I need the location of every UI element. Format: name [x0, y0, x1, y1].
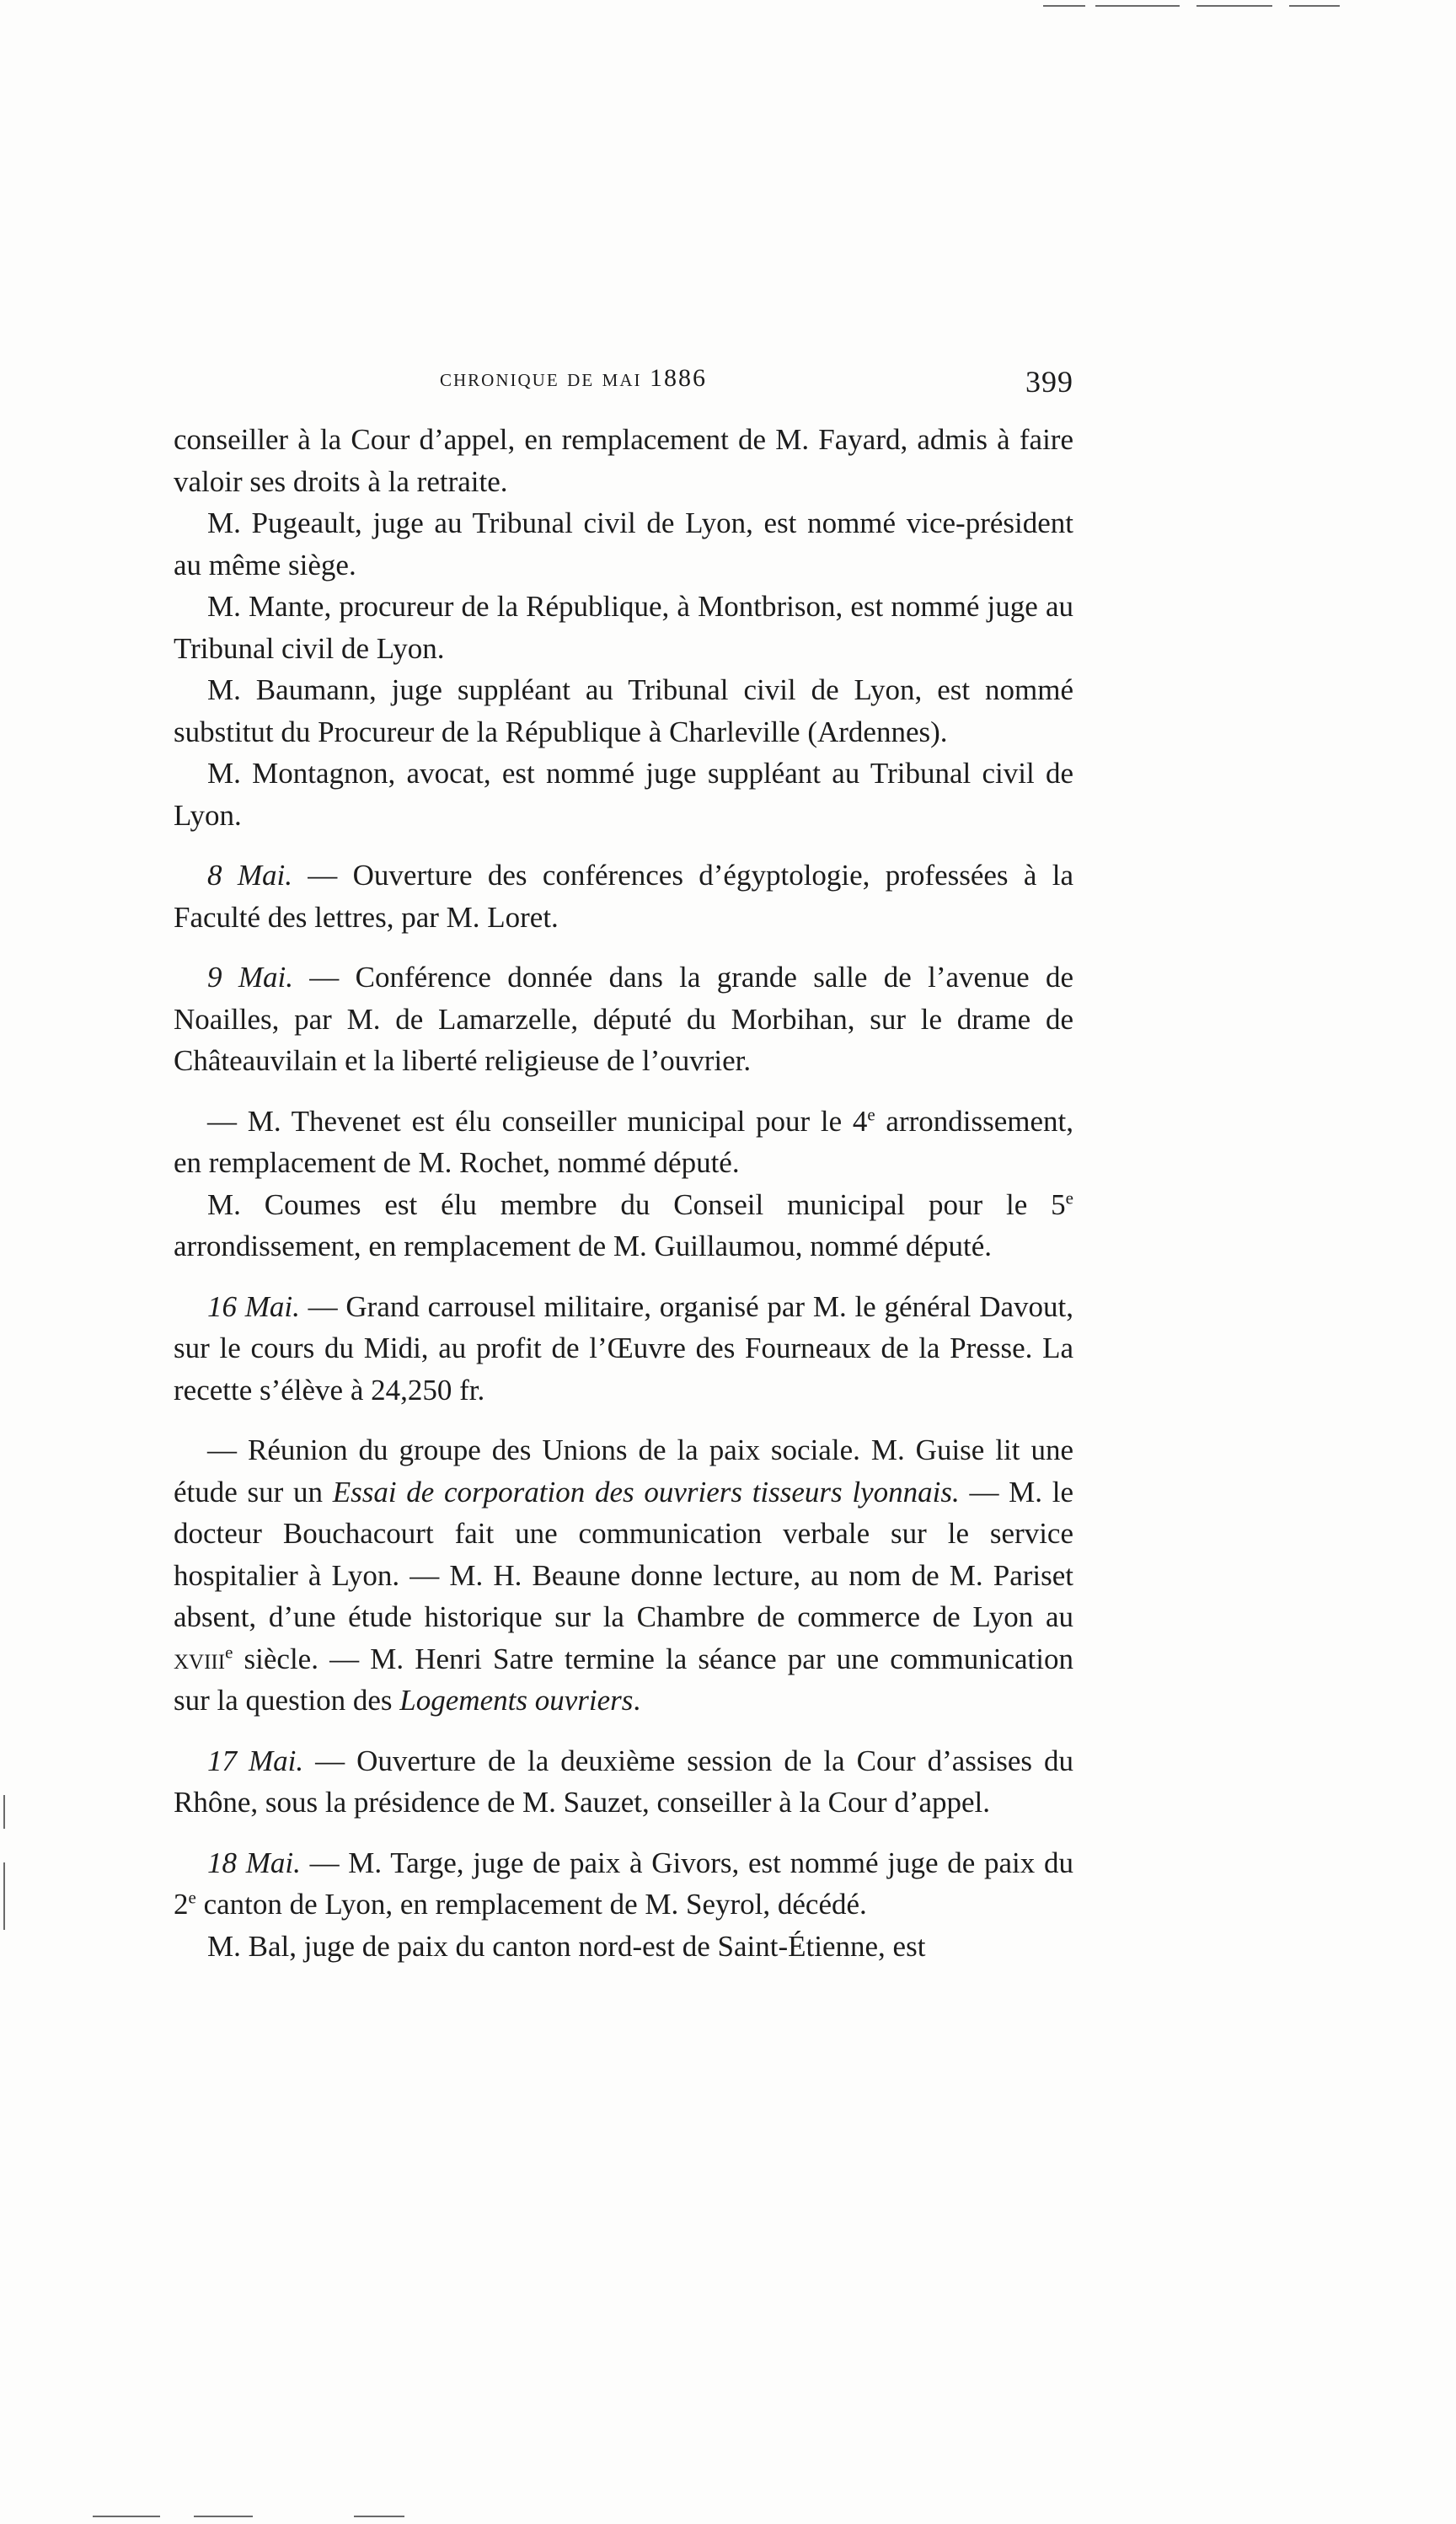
- paragraph: [174, 753, 1073, 836]
- entry-date: 9 Mai.: [207, 961, 293, 994]
- dated-entry: [174, 957, 1073, 1082]
- paragraph-text: M. Baumann, juge suppléant au Tribunal civil de Lyon, est nommé substitut du Procureur de la République à Charleville (Ardennes).: [174, 673, 1073, 748]
- scan-edge-mark: [1289, 5, 1340, 7]
- scan-edge-mark: [354, 2516, 404, 2517]
- ordinal-suffix: e: [225, 1641, 233, 1662]
- entry-text: — Ouverture de la deuxième session de la Cour d’assises du Rhône, sous la présidence de M. Sauzet, conseiller à la Cour d’appel.: [174, 1744, 1073, 1819]
- work-title: Essai de corporation des ouvriers tisseurs lyonnais.: [332, 1475, 960, 1509]
- scan-edge-mark: [1095, 5, 1180, 7]
- paragraph-text: M. Coumes est élu membre du Conseil municipal pour le 5: [207, 1187, 1066, 1221]
- paragraph-text: — Réunion du groupe des Unions de la paix sociale. M. Guise lit une étude sur un: [174, 1433, 1073, 1509]
- running-head: [174, 364, 1073, 411]
- paragraph-text: — M. Thevenet est élu conseiller municipal pour le 4: [207, 1104, 868, 1138]
- paragraph: [174, 502, 1073, 586]
- body-text: [174, 419, 1073, 1967]
- scan-edge-mark: [3, 1795, 5, 1829]
- scan-edge-mark: [3, 1862, 5, 1930]
- paragraph-text: M. Bal, juge de paix du canton nord-est de Saint-Étienne, est: [207, 1929, 926, 1963]
- paragraph: [174, 669, 1073, 753]
- entry-date: 17 Mai.: [207, 1744, 304, 1777]
- paragraph-text: siècle. — M. Henri Satre termine la séance par une communication sur la question des: [174, 1642, 1073, 1717]
- paragraph-text: M. Pugeault, juge au Tribunal civil de Lyon, est nommé vice-président au même siège.: [174, 506, 1073, 581]
- century-numeral: xviii: [174, 1642, 226, 1675]
- paragraph-text: conseiller à la Cour d’appel, en remplacement de M. Fayard, admis à faire valoir ses droits à la retraite.: [174, 423, 1073, 498]
- entry-date: 8 Mai.: [207, 859, 292, 892]
- paragraph: [174, 586, 1073, 669]
- entry-text: — Ouverture des conférences d’égyptologie, professées à la Faculté des lettres, par M. Loret.: [174, 859, 1073, 934]
- paragraph-text: — M. le docteur Bouchacourt fait une communication verbale sur le service hospitalier à Lyon. — M. H. Beaune donne lecture, au nom de M. Pariset absent, d’une étude historique sur la Chambre de commerce de Lyon au: [174, 1475, 1074, 1633]
- ordinal-suffix: e: [867, 1103, 875, 1124]
- entry-text: — Conférence donnée dans la grande salle de l’avenue de Noailles, par M. de Lamarzelle, député du Morbihan, sur le drame de Châteauvilain et la liberté religieuse de l’ouvrier.: [174, 961, 1073, 1077]
- paragraph: [174, 1184, 1073, 1267]
- running-title: chronique de mai 1886: [440, 364, 707, 392]
- dated-entry: [174, 855, 1073, 938]
- paragraph-text: M. Montagnon, avocat, est nommé juge suppléant au Tribunal civil de Lyon.: [174, 757, 1073, 832]
- work-title: Logements ouvriers: [399, 1684, 634, 1717]
- paragraph: [174, 1429, 1073, 1722]
- scan-edge-mark: [93, 2516, 160, 2517]
- paragraph: [174, 1926, 1073, 1968]
- scan-edge-mark: [194, 2516, 253, 2517]
- scan-edge-mark: [1043, 5, 1085, 7]
- ordinal-suffix: e: [1065, 1187, 1073, 1208]
- ordinal-suffix: e: [188, 1887, 196, 1908]
- dated-entry: [174, 1740, 1073, 1824]
- entry-date: 16 Mai.: [207, 1289, 300, 1323]
- paragraph: [174, 1101, 1073, 1184]
- entry-text: canton de Lyon, en remplacement de M. Seyrol, décédé.: [195, 1888, 867, 1921]
- paragraph: [174, 419, 1073, 502]
- scan-edge-mark: [1196, 5, 1272, 7]
- dated-entry: [174, 1286, 1073, 1412]
- paragraph-text: .: [633, 1684, 641, 1717]
- page-number: 399: [1025, 365, 1073, 399]
- paragraph-text: arrondissement, en remplacement de M. Guillaumou, nommé député.: [174, 1230, 992, 1262]
- entry-text: — M. Targe, juge de paix à Givors, est nommé juge de paix du 2: [174, 1846, 1073, 1921]
- paragraph-text: arrondissement, en remplacement de M. Rochet, nommé député.: [174, 1104, 1073, 1179]
- paragraph-text: M. Mante, procureur de la République, à Montbrison, est nommé juge au Tribunal civil de Lyon.: [174, 590, 1073, 665]
- dated-entry: [174, 1842, 1073, 1926]
- entry-date: 18 Mai.: [207, 1846, 301, 1879]
- entry-text: — Grand carrousel militaire, organisé par M. le général Davout, sur le cours du Midi, au profit de l’Œuvre des Fourneaux de la Presse. La recette s’élève à 24,250 fr.: [174, 1289, 1073, 1407]
